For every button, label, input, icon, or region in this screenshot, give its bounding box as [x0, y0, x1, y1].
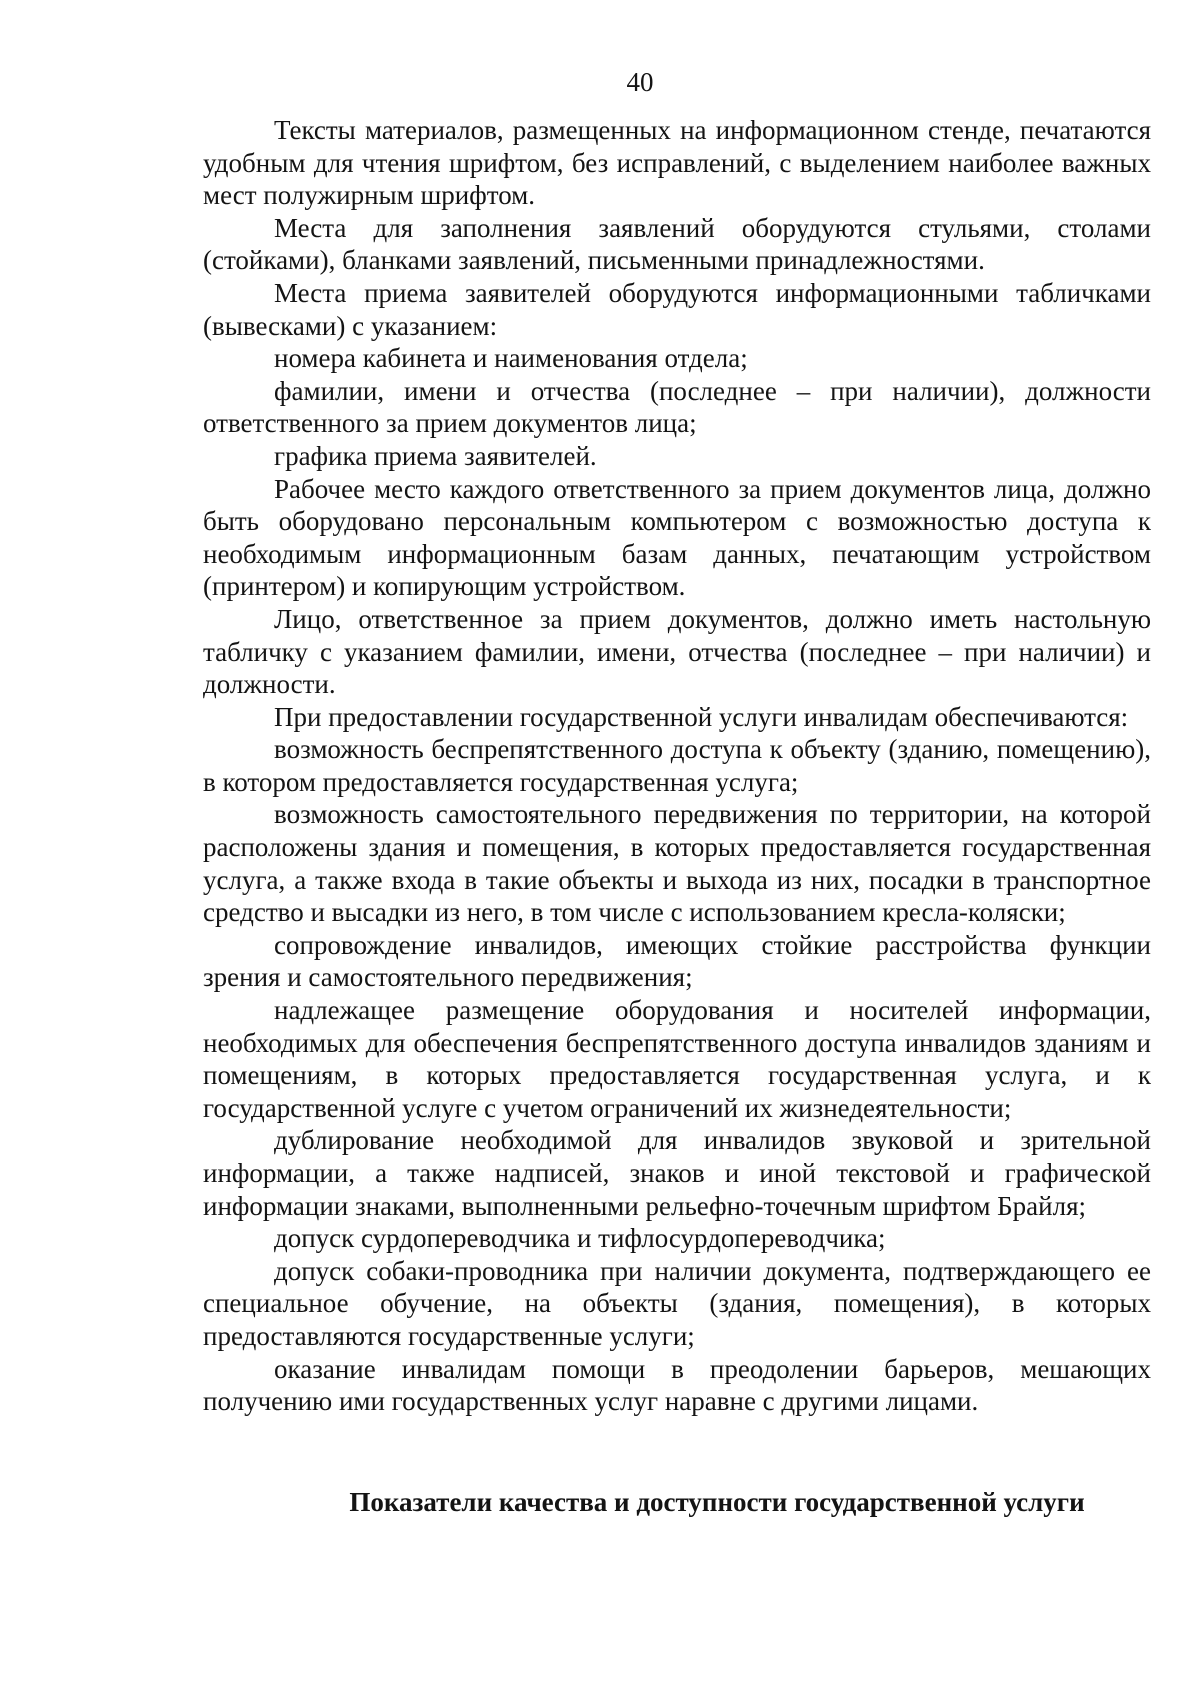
list-item-sign-interpreter: допуск сурдопереводчика и тифлосурдопереводчика; [274, 1223, 886, 1254]
list-item-independent-movement: возможность самостоятельного передвижения по территории, на которой расположены здания и помещения, в которых предоставляется государственная услуга, а также входа в такие объекты и выхода из них, посадки в транспортное средство и высадки из него, в том числе с использованием кресла-коляски; [203, 799, 1151, 928]
list-item-responsible-name: фамилии, имени и отчества (последнее – при наличии), должности ответственного за прием документов лица; [203, 375, 1151, 439]
paragraph-application-places: Места для заполнения заявлений оборудуются стульями, столами (стойками), бланками заявлений, письменными принадлежностями. [203, 212, 1151, 276]
paragraph-disabled-provisions: При предоставлении государственной услуги инвалидам обеспечиваются: [274, 701, 1129, 732]
list-item-guide-dog: допуск собаки-проводника при наличии документа, подтверждающего ее специальное обучение, на объекты (здания, помещения), в которых предоставляются государственные услуги; [203, 1255, 1151, 1351]
list-item-office-number: номера кабинета и наименования отдела; [274, 343, 748, 374]
page-number: 40 [626, 67, 654, 97]
list-item-information-duplication: дублирование необходимой для инвалидов звуковой и зрительной информации, а также надписей, знаков и иной текстовой и графической информации знаками, выполненными рельефно-точечным шрифтом Брайля; [203, 1125, 1151, 1221]
paragraph-desk-nameplate: Лицо, ответственное за прием документов, должно иметь настольную табличку с указанием фамилии, имени, отчества (последнее – при наличии) и должности. [203, 603, 1151, 700]
section-heading: Показатели качества и доступности государственной услуги [349, 1487, 1085, 1517]
list-item-reception-schedule: графика приема заявителей. [274, 440, 597, 471]
paragraph-info-stand-texts: Тексты материалов, размещенных на информационном стенде, печатаются удобным для чтения шрифтом, без исправлений, с выделением наиболее важных мест полужирным шрифтом. [203, 115, 1151, 211]
paragraph-reception-places: Места приема заявителей оборудуются информационными табличками (вывесками) с указанием: [203, 277, 1151, 341]
list-item-equipment-placement: надлежащее размещение оборудования и носителей информации, необходимых для обеспечения беспрепятственного доступа инвалидов зданиям и помещениям, в которых предоставляется государственная услуга, и к государственной услуге с учетом ограничений их жизнедеятельности; [203, 995, 1151, 1123]
paragraph-workplace-equipment: Рабочее место каждого ответственного за прием документов лица, должно быть оборудовано персональным компьютером с возможностью доступа к необходимым информационным базам данных, печатающим устройством (принтером) и копирующим устройством. [203, 473, 1151, 602]
body-text [203, 114, 1151, 1418]
list-item-barrier-assistance: оказание инвалидам помощи в преодолении барьеров, мешающих получению ими государственных услуг наравне с другими лицами. [203, 1353, 1151, 1417]
list-item-escort: сопровождение инвалидов, имеющих стойкие расстройства функции зрения и самостоятельного передвижения; [203, 929, 1151, 993]
list-item-unimpeded-access: возможность беспрепятственного доступа к объекту (зданию, помещению), в котором предоставляется государственная услуга; [203, 734, 1151, 797]
